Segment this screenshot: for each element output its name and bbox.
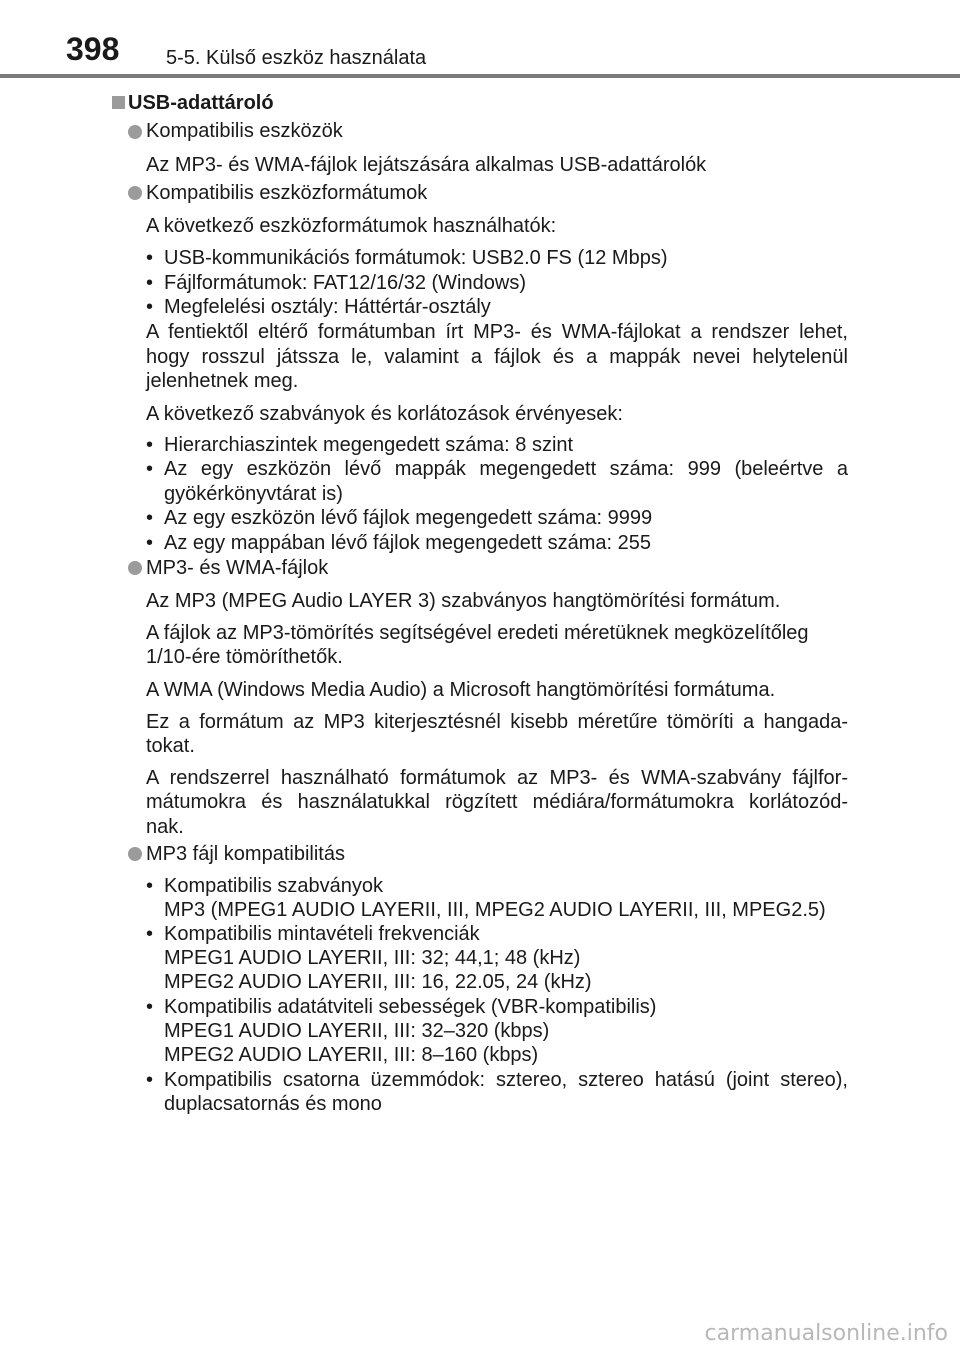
page-header [0, 0, 960, 78]
paragraph: Az MP3 (MPEG Audio LAYER 3) szabványos hangtömörítési formátum. [146, 590, 781, 612]
bullet-marker: • [146, 507, 154, 529]
bullet-marker: • [146, 434, 154, 456]
paragraph-line: A fájlok az MP3-tömörítés segítségével eredeti méretüknek megközelítőleg [146, 622, 809, 644]
paragraph: A WMA (Windows Media Audio) a Microsoft hangtömörítési formátuma. [146, 679, 776, 701]
note-line: A fentiektől eltérő formátumban írt MP3- és WMA-fájlokat a rendszer lehet, [146, 321, 848, 343]
list-item-continuation: MP3 (MPEG1 AUDIO LAYERII, III, MPEG2 AUDIO LAYERII, III, MPEG2.5) [164, 899, 826, 921]
bullet-marker: • [146, 1069, 154, 1091]
circle-bullet-icon [128, 847, 142, 861]
list-item: Kompatibilis mintavételi frekvenciák [164, 923, 480, 945]
list-item-continuation: gyökérkönyvtárat is) [164, 483, 343, 505]
paragraph-line: Ez a formátum az MP3 kiterjesztésnél kisebb méretűre tömöríti a hangada- [146, 711, 848, 733]
circle-bullet-icon [128, 561, 142, 575]
list-item-continuation: MPEG1 AUDIO LAYERII, III: 32–320 (kbps) [164, 1020, 550, 1042]
bullet-marker: • [146, 272, 154, 294]
list-item: USB-kommunikációs formátumok: USB2.0 FS (12 Mbps) [164, 247, 668, 269]
list-item-continuation: MPEG1 AUDIO LAYERII, III: 32; 44,1; 48 (kHz) [164, 947, 581, 969]
paragraph-line: mátumokra és használatukkal rögzített médiára/formátumokra korlátozód- [146, 791, 848, 813]
circle-bullet-icon [128, 186, 142, 200]
item-label-compatible-devices: Kompatibilis eszközök [146, 120, 343, 142]
bullet-marker: • [146, 247, 154, 269]
watermark: carmanualsonline.info [704, 1321, 948, 1346]
list-item: Az egy eszközön lévő fájlok megengedett száma: 9999 [164, 507, 653, 529]
list-item: Fájlformátumok: FAT12/16/32 (Windows) [164, 272, 526, 294]
item-label-mp3-wma: MP3- és WMA-fájlok [146, 557, 329, 579]
bullet-marker: • [146, 996, 154, 1018]
section-heading: USB-adattároló [128, 92, 274, 114]
list-item: Megfelelési osztály: Háttértár-osztály [164, 296, 491, 318]
list-item: Kompatibilis szabványok [164, 875, 383, 897]
square-bullet-icon [112, 96, 125, 109]
item-label-device-formats: Kompatibilis eszközformátumok [146, 182, 428, 204]
list-item: Kompatibilis csatorna üzemmódok: sztereo, sztereo hatású (joint stereo), [164, 1069, 848, 1091]
list-item: Hierarchiaszintek megengedett száma: 8 szint [164, 434, 574, 456]
bullet-marker: • [146, 923, 154, 945]
bullet-marker: • [146, 458, 154, 480]
list-item-continuation: duplacsatornás és mono [164, 1093, 382, 1115]
list-item-continuation: MPEG2 AUDIO LAYERII, III: 16, 22.05, 24 (kHz) [164, 971, 592, 993]
paragraph-line: A rendszerrel használható formátumok az MP3- és WMA-szabvány fájlfor- [146, 767, 848, 789]
header-divider [0, 74, 960, 78]
note-line: jelenhetnek meg. [146, 370, 299, 392]
device-formats-intro: A következő eszközformátumok használhatók: [146, 215, 557, 237]
bullet-marker: • [146, 532, 154, 554]
circle-bullet-icon [128, 125, 142, 139]
note-line: hogy rosszul játssza le, valamint a fájlok és a mappák nevei helytelenül [146, 346, 848, 368]
list-item: Az egy mappában lévő fájlok megengedett száma: 255 [164, 532, 651, 554]
section-title: 5-5. Külső eszköz használata [166, 47, 427, 69]
paragraph-line: tokat. [146, 735, 195, 757]
list-item-continuation: MPEG2 AUDIO LAYERII, III: 8–160 (kbps) [164, 1044, 539, 1066]
bullet-marker: • [146, 875, 154, 897]
item-text-compatible-devices: Az MP3- és WMA-fájlok lejátszására alkalmas USB-adattárolók [146, 154, 707, 176]
list-item: Kompatibilis adatátviteli sebességek (VBR-kompatibilis) [164, 996, 657, 1018]
page-number: 398 [66, 31, 120, 67]
limits-intro: A következő szabványok és korlátozások érvényesek: [146, 403, 623, 425]
paragraph-line: nak. [146, 816, 184, 838]
paragraph-line: 1/10-ére tömöríthetők. [146, 646, 343, 668]
list-item: Az egy eszközön lévő mappák megengedett száma: 999 (beleértve a [164, 458, 848, 480]
bullet-marker: • [146, 296, 154, 318]
item-label-mp3-compat: MP3 fájl kompatibilitás [146, 843, 345, 865]
